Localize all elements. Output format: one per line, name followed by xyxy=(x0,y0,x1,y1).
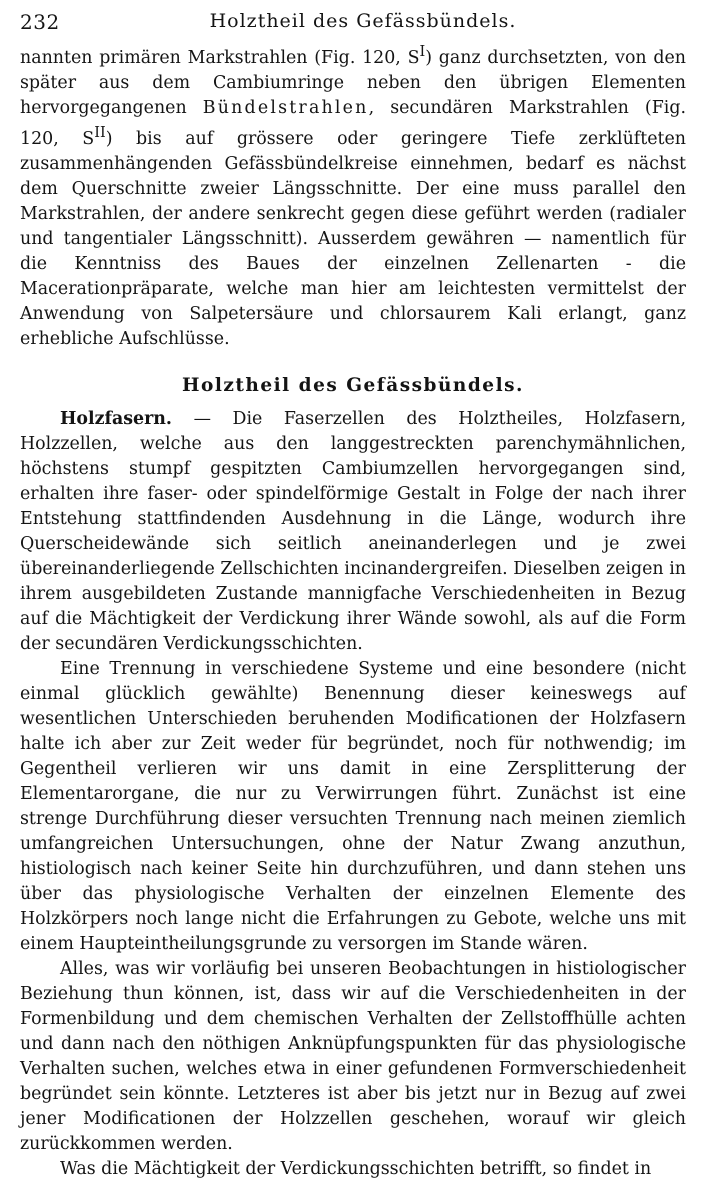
book-page xyxy=(20,6,686,1182)
p1-sup-2: II xyxy=(94,124,106,141)
paragraph-continued xyxy=(20,40,686,352)
p1-text-d: ) bis auf grössere oder geringere Tiefe zerklüfteten zusammenhängenden Gefässbündelkreise einnehmen, bedarf es nächst dem Querschnitte zweier Längsschnitte. Der eine muss parallel den Markstrahlen, der andere senkrecht gegen diese geführt werden (radialer und tangentialer Längsschnitt). Ausserdem gewähren — namentlich für die Kenntniss des Baues der einzelnen Zellenarten - die Macerationpräparate, welche man hier am leichtesten vermittelst der Anwendung von Salpetersäure und chlorsaurem Kali erlangt, ganz erhebliche Aufschlüsse. xyxy=(20,128,686,349)
p1-sup-1: I xyxy=(419,44,426,60)
p1-text-c: , secundären Markstrahlen (Fig. 120, S xyxy=(20,97,686,149)
section-title: Holztheil des Gefässbündels. xyxy=(182,374,524,396)
paragraph-lead-term: Holzfasern. xyxy=(60,408,172,429)
page-header xyxy=(20,6,686,40)
p1-text-a: nannten primären Markstrahlen (Fig. 120, S xyxy=(20,47,420,68)
paragraph-holzfasern-text: — Die Faserzellen des Holztheiles, Holzfasern, Holzzellen, welche aus den langgestreckten parenchymähnlichen, höchstens stumpf gespitzten Cambiumzellen hervorgegangen sind, erhalten ihre faser- oder spindelförmige Gestalt in Folge der nach ihrer Entstehung stattfindenden Ausdehnung in die Länge, wodurch ihre Querscheidewände sich seitlich aneinanderlegen und je zwei übereinanderliegende Zellschichten incinandergreifen. Dieselben zeigen in ihrem ausgebildeten Zustande mannigfache Verschiedenheiten in Bezug auf die Mächtigkeit der Verdickung ihrer Wände sowohl, als auf die Form der secundären Verdickungsschichten. xyxy=(20,408,686,654)
p1-text-b: ) ganz durchsetzten, von den später aus dem Cambiumringe neben den übrigen Elementen hervorgegangenen xyxy=(20,47,686,118)
paragraph-holzfasern xyxy=(20,407,686,657)
page-number: 232 xyxy=(20,10,60,34)
paragraph-trennung: Eine Trennung in verschiedene Systeme und eine besondere (nicht einmal glücklich gewählte) Benennung dieser keineswegs auf wesentlichen Unterschieden beruhenden Modificationen der Holzfasern halte ich aber zur Zeit weder für begründet, noch für nothwendig; im Gegentheil verlieren wir uns damit in eine Zersplitterung der Elementarorgane, die nur zu Verwirrungen führt. Zunächst ist eine strenge Durchführung dieser versuchten Trennung nach meinen ziemlich umfangreichen Untersuchungen, ohne der Natur Zwang anzuthun, histiologisch nach keiner Seite hin durchzuführen, und dann stehen uns über das physiologische Verhalten der einzelnen Elemente des Holzkörpers noch lange nicht die Erfahrungen zu Gebote, welche uns mit einem Haupteintheilungsgrunde zu versorgen im Stande wären. xyxy=(20,658,686,954)
paragraph-alles: Alles, was wir vorläufig bei unseren Beobachtungen in histiologischer Beziehung thun können, ist, dass wir auf die Verschiedenheiten in der Formenbildung und dem chemischen Verhalten der Zellstoffhülle achten und dann nach den nöthigen Anknüpfungspunkten für das physiologische Verhalten suchen, welches etwa in einer gefundenen Formverschiedenheit begründet sein könnte. Letzteres ist aber bis jetzt nur in Bezug auf zwei jener Modificationen der Holzzellen geschehen, worauf wir gleich zurückkommen werden. xyxy=(20,958,686,1154)
paragraph-maechtigkeit: Was die Mächtigkeit der Verdickungsschichten betrifft, so findet in xyxy=(60,1158,652,1179)
p1-spaced-term: Bündelstrahlen xyxy=(202,97,369,118)
running-title: Holztheil des Gefässbündels. xyxy=(209,10,517,32)
